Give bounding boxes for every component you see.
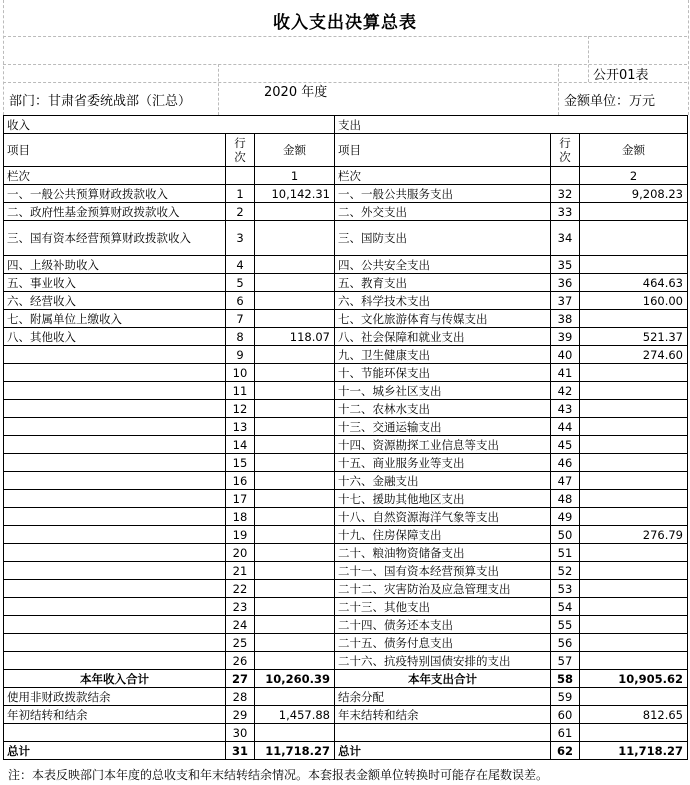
expense-amount-cell [580,400,688,418]
income-item-cell [4,598,226,616]
expense-amount-header: 金额 [580,134,688,167]
expense-item-cell: 二十三、其他支出 [335,598,551,616]
table-row [4,508,688,526]
expense-amount-cell: 10,905.62 [580,670,688,688]
income-amount-cell [255,580,335,598]
table-row [4,203,688,221]
expense-item-cell: 四、公共安全支出 [335,256,551,274]
gridline [558,64,559,115]
expense-amount-cell [580,364,688,382]
income-row-no-cell: 10 [226,364,255,382]
form-code: 公开01表 [593,68,649,83]
income-item-cell [4,580,226,598]
income-amount-cell: 10,260.39 [255,670,335,688]
income-row-no-cell: 28 [226,688,255,706]
expense-row-no-cell: 41 [551,364,580,382]
expense-amount-cell: 160.00 [580,292,688,310]
income-item-header: 项目 [4,134,226,167]
expense-item-cell: 二十二、灾害防治及应急管理支出 [335,580,551,598]
expense-amount-cell [580,310,688,328]
table-row [4,454,688,472]
income-amount-cell [255,382,335,400]
income-row-no-cell: 7 [226,310,255,328]
expense-item-cell: 十二、农林水支出 [335,400,551,418]
expense-amount-cell [580,562,688,580]
income-amount-cell [255,688,335,706]
income-row-no-cell: 23 [226,598,255,616]
income-amount-cell [255,562,335,580]
income-item-cell [4,652,226,670]
expense-item-cell: 十八、自然资源海洋气象等支出 [335,508,551,526]
expense-item-cell: 十一、城乡社区支出 [335,382,551,400]
table-row [4,418,688,436]
income-row-no-cell: 20 [226,544,255,562]
income-row-no-cell: 26 [226,652,255,670]
expense-item-cell: 二、外交支出 [335,203,551,221]
income-amount-cell [255,508,335,526]
expense-amount-cell [580,598,688,616]
income-row-no-cell: 5 [226,274,255,292]
table-row [4,634,688,652]
table-row [4,472,688,490]
income-row-no-cell: 6 [226,292,255,310]
expense-item-cell: 十、节能环保支出 [335,364,551,382]
income-amount-cell: 118.07 [255,328,335,346]
expense-amount-cell [580,256,688,274]
expense-amount-cell [580,724,688,742]
expense-item-cell: 年末结转和结余 [335,706,551,724]
income-row-no-cell: 24 [226,616,255,634]
expense-amount-cell [580,203,688,221]
expense-item-cell: 总计 [335,742,551,760]
expense-amount-cell: 521.37 [580,328,688,346]
expense-row-no-cell: 38 [551,310,580,328]
income-section-header: 收入 [4,116,335,134]
income-item-cell: 一、一般公共预算财政拨款收入 [4,185,226,203]
table-row [4,688,688,706]
income-item-cell: 八、其他收入 [4,328,226,346]
income-row-no-header: 行次 [226,134,255,167]
expense-item-cell [335,724,551,742]
expense-item-cell: 十六、金融支出 [335,472,551,490]
income-row-no-cell: 3 [226,221,255,256]
income-item-cell [4,526,226,544]
gridline [3,64,687,65]
expense-row-no-cell: 52 [551,562,580,580]
income-row-no-cell: 8 [226,328,255,346]
total-row [4,742,688,760]
income-row-no-cell: 14 [226,436,255,454]
expense-row-no-header: 行次 [551,134,580,167]
table-row [4,328,688,346]
column-index-row [4,167,688,185]
table-row [4,364,688,382]
expense-row-no-cell: 33 [551,203,580,221]
expense-item-cell: 十三、交通运输支出 [335,418,551,436]
expense-item-header: 项目 [335,134,551,167]
table-row [4,544,688,562]
gridline [3,36,687,37]
expense-row-no-cell: 60 [551,706,580,724]
expense-item-cell: 七、文化旅游体育与传媒支出 [335,310,551,328]
expense-row-no-cell: 37 [551,292,580,310]
expense-row-no-cell: 48 [551,490,580,508]
table-row [4,400,688,418]
income-amount-header: 金额 [255,134,335,167]
income-item-cell [4,436,226,454]
income-row-no-cell: 31 [226,742,255,760]
expense-amount-cell: 276.79 [580,526,688,544]
gridline [588,36,589,82]
expense-item-cell: 二十一、国有资本经营预算支出 [335,562,551,580]
expense-row-no-cell: 36 [551,274,580,292]
income-item-cell [4,724,226,742]
income-item-cell [4,400,226,418]
expense-item-cell: 二十、粮油物资储备支出 [335,544,551,562]
table-row [4,382,688,400]
income-item-cell [4,382,226,400]
expense-item-cell: 结余分配 [335,688,551,706]
expense-item-cell: 一、一般公共服务支出 [335,185,551,203]
expense-amount-cell [580,418,688,436]
expense-amount-cell: 9,208.23 [580,185,688,203]
income-row-no-cell: 13 [226,418,255,436]
expense-amount-cell: 464.63 [580,274,688,292]
table-row [4,221,688,256]
expense-item-cell: 十七、援助其他地区支出 [335,490,551,508]
expense-row-no-cell: 53 [551,580,580,598]
expense-row-no-cell: 51 [551,544,580,562]
income-row-no-cell: 2 [226,203,255,221]
income-item-cell [4,454,226,472]
footnote: 注：本表反映部门本年度的总收支和年末结转结余情况。本套报表金额单位转换时可能存在尾数误差。 [8,768,549,782]
expense-row-no-cell: 56 [551,634,580,652]
income-amount-cell: 11,718.27 [255,742,335,760]
income-row-no-cell: 15 [226,454,255,472]
income-item-cell [4,634,226,652]
expense-row-no-cell: 59 [551,688,580,706]
fiscal-year: 2020 年度 [264,85,328,100]
expense-item-cell: 二十四、债务还本支出 [335,616,551,634]
expense-row-no-cell: 43 [551,400,580,418]
department-label: 部门：甘肃省委统战部（汇总） [9,94,192,109]
expense-amount-cell [580,382,688,400]
expense-amount-cell [580,544,688,562]
expense-amount-cell [580,490,688,508]
income-amount-cell [255,652,335,670]
expense-amount-cell [580,616,688,634]
income-amount-cell [255,221,335,256]
income-amount-cell [255,310,335,328]
expense-row-no-cell: 45 [551,436,580,454]
income-row-no-cell: 25 [226,634,255,652]
income-row-no-cell: 9 [226,346,255,364]
income-item-cell: 年初结转和结余 [4,706,226,724]
expense-column-index: 2 [580,167,688,185]
page-title: 收入支出决算总表 [273,13,417,33]
income-item-cell [4,346,226,364]
expense-amount-cell: 11,718.27 [580,742,688,760]
expense-section-header: 支出 [335,116,688,134]
income-column-label: 栏次 [4,167,226,185]
income-item-cell: 六、经营收入 [4,292,226,310]
income-item-cell [4,418,226,436]
income-item-cell [4,508,226,526]
expense-row-no-cell: 44 [551,418,580,436]
expense-amount-cell [580,508,688,526]
expense-amount-cell [580,580,688,598]
income-amount-cell [255,526,335,544]
table-row [4,292,688,310]
table-row [4,580,688,598]
table-row [4,724,688,742]
income-amount-cell [255,274,335,292]
income-item-cell: 使用非财政拨款结余 [4,688,226,706]
expense-item-cell: 本年支出合计 [335,670,551,688]
column-header-row [4,134,688,167]
income-amount-cell [255,616,335,634]
income-amount-cell [255,490,335,508]
expense-item-cell: 五、教育支出 [335,274,551,292]
income-expense-table [3,115,688,760]
expense-amount-cell [580,634,688,652]
expense-item-cell: 二十六、抗疫特别国债安排的支出 [335,652,551,670]
table-row [4,185,688,203]
expense-amount-cell [580,221,688,256]
expense-row-no-cell: 49 [551,508,580,526]
expense-item-cell: 二十五、债务付息支出 [335,634,551,652]
expense-amount-cell [580,436,688,454]
table-row [4,706,688,724]
expense-row-no-cell: 46 [551,454,580,472]
table-row [4,274,688,292]
expense-item-cell: 十九、住房保障支出 [335,526,551,544]
income-item-cell: 二、政府性基金预算财政拨款收入 [4,203,226,221]
income-row-no-cell: 4 [226,256,255,274]
income-row-no-cell: 17 [226,490,255,508]
income-row-no-cell: 29 [226,706,255,724]
expense-amount-cell: 274.60 [580,346,688,364]
expense-row-no-cell: 55 [551,616,580,634]
income-amount-cell [255,256,335,274]
income-amount-cell: 10,142.31 [255,185,335,203]
expense-amount-cell [580,688,688,706]
expense-row-no-cell: 58 [551,670,580,688]
income-item-cell: 五、事业收入 [4,274,226,292]
expense-row-no-cell: 50 [551,526,580,544]
expense-row-no-cell: 54 [551,598,580,616]
income-row-no-cell: 30 [226,724,255,742]
amount-unit: 金额单位：万元 [564,94,656,109]
income-item-cell: 四、上级补助收入 [4,256,226,274]
income-amount-cell [255,598,335,616]
income-row-no-cell: 18 [226,508,255,526]
table-row [4,598,688,616]
table-row [4,652,688,670]
income-row-no-cell: 1 [226,185,255,203]
table-row [4,310,688,328]
income-row-no-cell: 27 [226,670,255,688]
income-item-cell: 本年收入合计 [4,670,226,688]
expense-row-no-cell: 35 [551,256,580,274]
income-amount-cell [255,436,335,454]
expense-column-label: 栏次 [335,167,551,185]
table-row [4,562,688,580]
expense-amount-cell [580,652,688,670]
income-item-cell [4,490,226,508]
expense-row-no-cell: 62 [551,742,580,760]
income-amount-cell [255,203,335,221]
income-row-no-cell: 22 [226,580,255,598]
income-item-cell [4,472,226,490]
expense-amount-cell: 812.65 [580,706,688,724]
income-row-no-cell: 16 [226,472,255,490]
income-column-index: 1 [255,167,335,185]
gridline [3,82,687,83]
income-row-no-cell: 11 [226,382,255,400]
expense-amount-cell [580,472,688,490]
income-amount-cell [255,634,335,652]
income-row-no-cell: 19 [226,526,255,544]
table-row [4,346,688,364]
expense-row-no-cell: 61 [551,724,580,742]
income-amount-cell [255,472,335,490]
expense-row-no-cell: 47 [551,472,580,490]
expense-row-no-cell: 34 [551,221,580,256]
income-amount-cell [255,454,335,472]
income-amount-cell [255,346,335,364]
expense-item-cell: 九、卫生健康支出 [335,346,551,364]
expense-row-no-cell: 40 [551,346,580,364]
subtotal-row [4,670,688,688]
income-item-cell [4,544,226,562]
income-amount-cell [255,724,335,742]
income-item-cell [4,562,226,580]
income-item-cell: 三、国有资本经营预算财政拨款收入 [4,221,226,256]
income-row-no-cell: 12 [226,400,255,418]
table-row [4,490,688,508]
income-item-cell [4,616,226,634]
expense-row-no-cell: 32 [551,185,580,203]
expense-item-cell: 八、社会保障和就业支出 [335,328,551,346]
expense-item-cell: 三、国防支出 [335,221,551,256]
income-item-cell: 七、附属单位上缴收入 [4,310,226,328]
expense-row-no-cell: 39 [551,328,580,346]
table-row [4,436,688,454]
income-amount-cell [255,292,335,310]
income-amount-cell [255,418,335,436]
income-amount-cell [255,400,335,418]
income-amount-cell: 1,457.88 [255,706,335,724]
expense-row-no-cell: 42 [551,382,580,400]
income-item-cell [4,364,226,382]
expense-item-cell: 六、科学技术支出 [335,292,551,310]
income-amount-cell [255,544,335,562]
income-item-cell: 总计 [4,742,226,760]
table-row [4,256,688,274]
table-row [4,526,688,544]
gridline [218,64,219,115]
expense-row-no-cell: 57 [551,652,580,670]
section-header-row [4,116,688,134]
table-row [4,616,688,634]
expense-amount-cell [580,454,688,472]
expense-item-cell: 十五、商业服务业等支出 [335,454,551,472]
income-amount-cell [255,364,335,382]
expense-item-cell: 十四、资源勘探工业信息等支出 [335,436,551,454]
income-row-no-cell: 21 [226,562,255,580]
